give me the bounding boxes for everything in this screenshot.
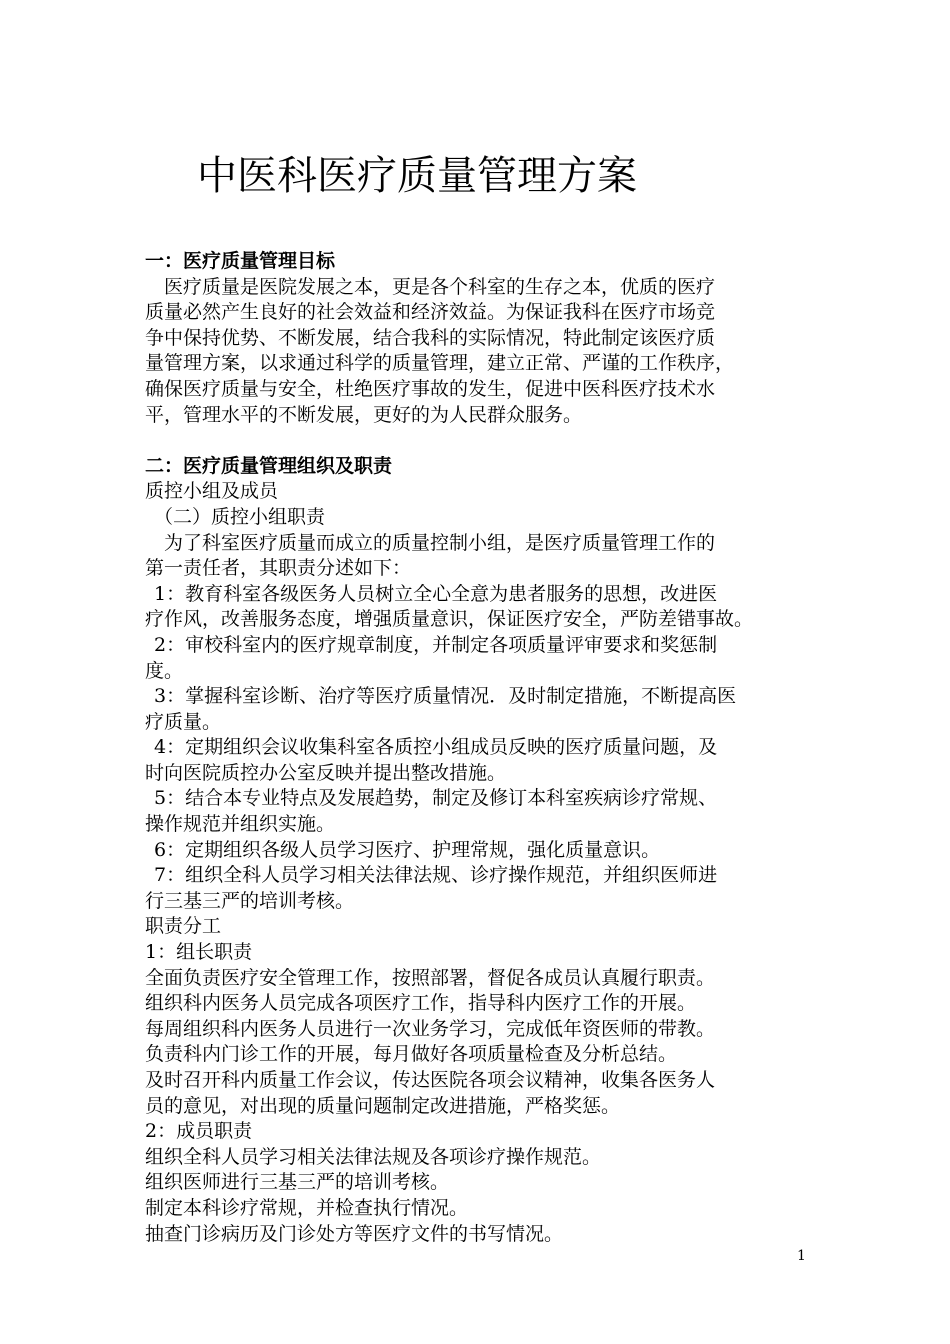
duty-item: 1：教育科室各级医务人员树立全心全意为患者服务的思想，改进医 xyxy=(154,582,718,605)
duty-item: 7：组织全科人员学习相关法律法规、诊疗操作规范，并组织医师进 xyxy=(154,864,718,887)
intro-line: 为了科室医疗质量而成立的质量控制小组，是医疗质量管理工作的 xyxy=(164,531,716,554)
group-label: 质控小组及成员 xyxy=(145,480,279,503)
section-2-heading: 二：医疗质量管理组织及职责 xyxy=(145,454,393,477)
leader-line: 员的意见，对出现的质量问题制定改进措施，严格奖惩。 xyxy=(145,1094,621,1117)
section-1-line: 争中保持优势、不断发展，结合我科的实际情况，特此制定该医疗质 xyxy=(145,326,716,349)
duty-item: 5：结合本专业特点及发展趋势，制定及修订本科室疾病诊疗常规、 xyxy=(154,787,718,810)
duty-item-cont: 时向医院质控办公室反映并提出整改措施。 xyxy=(145,761,507,784)
section-1-heading: 一：医疗质量管理目标 xyxy=(145,250,336,272)
division-heading: 职责分工 xyxy=(145,915,222,938)
member-heading: 2：成员职责 xyxy=(145,1120,253,1143)
section-1-line: 质量必然产生良好的社会效益和经济效益。为保证我科在医疗市场竞 xyxy=(145,301,716,324)
duty-item: 2：审校科室内的医疗规章制度，并制定各项质量评审要求和奖惩制 xyxy=(154,633,718,656)
intro-line: 第一责任者，其职责分述如下： xyxy=(145,557,412,580)
member-line: 抽查门诊病历及门诊处方等医疗文件的书写情况。 xyxy=(145,1222,564,1245)
duty-item-cont: 疗质量。 xyxy=(145,710,222,733)
member-line: 组织医师进行三基三严的培训考核。 xyxy=(145,1171,450,1194)
leader-line: 全面负责医疗安全管理工作，按照部署，督促各成员认真履行职责。 xyxy=(145,966,716,989)
duty-item-cont: 行三基三严的培训考核。 xyxy=(145,889,355,912)
leader-line: 每周组织科内医务人员进行一次业务学习，完成低年资医师的带教。 xyxy=(145,1017,716,1040)
section-1-line: 量管理方案，以求通过科学的质量管理，建立正常、严谨的工作秩序， xyxy=(145,352,735,375)
section-1-line: 确保医疗质量与安全，杜绝医疗事故的发生，促进中医科医疗技术水 xyxy=(145,377,716,400)
duty-item-cont: 度。 xyxy=(145,659,184,682)
section-1-line: 医疗质量是医院发展之本，更是各个科室的生存之本，优质的医疗 xyxy=(164,275,716,298)
page-number: 1 xyxy=(797,1248,806,1264)
leader-line: 组织科内医务人员完成各项医疗工作，指导科内医疗工作的开展。 xyxy=(145,992,697,1015)
leader-line: 及时召开科内质量工作会议，传达医院各项会议精神，收集各医务人 xyxy=(145,1069,716,1091)
section-1-line: 平，管理水平的不断发展，更好的为人民群众服务。 xyxy=(145,403,583,426)
leader-line: 负责科内门诊工作的开展，每月做好各项质量检查及分析总结。 xyxy=(145,1043,678,1066)
leader-heading: 1：组长职责 xyxy=(145,941,253,964)
member-line: 组织全科人员学习相关法律法规及各项诊疗操作规范。 xyxy=(145,1145,602,1168)
duty-item: 6：定期组织各级人员学习医疗、护理常规，强化质量意识。 xyxy=(154,838,661,861)
duty-item: 4：定期组织会议收集科室各质控小组成员反映的医疗质量问题，及 xyxy=(154,736,718,759)
member-line: 制定本科诊疗常规，并检查执行情况。 xyxy=(145,1196,469,1219)
document-title: 中医科医疗质量管理方案 xyxy=(197,153,637,199)
document-body xyxy=(145,249,825,1247)
duty-item-cont: 操作规范并组织实施。 xyxy=(145,813,336,836)
subsection-heading: （二）质控小组职责 xyxy=(154,505,326,528)
paragraph-gap xyxy=(145,428,825,454)
duty-item-cont: 疗作风，改善服务态度，增强质量意识，保证医疗安全，严防差错事故。 xyxy=(145,608,754,631)
duty-item: 3：掌握科室诊断、治疗等医疗质量情况．及时制定措施，不断提高医 xyxy=(154,685,737,708)
